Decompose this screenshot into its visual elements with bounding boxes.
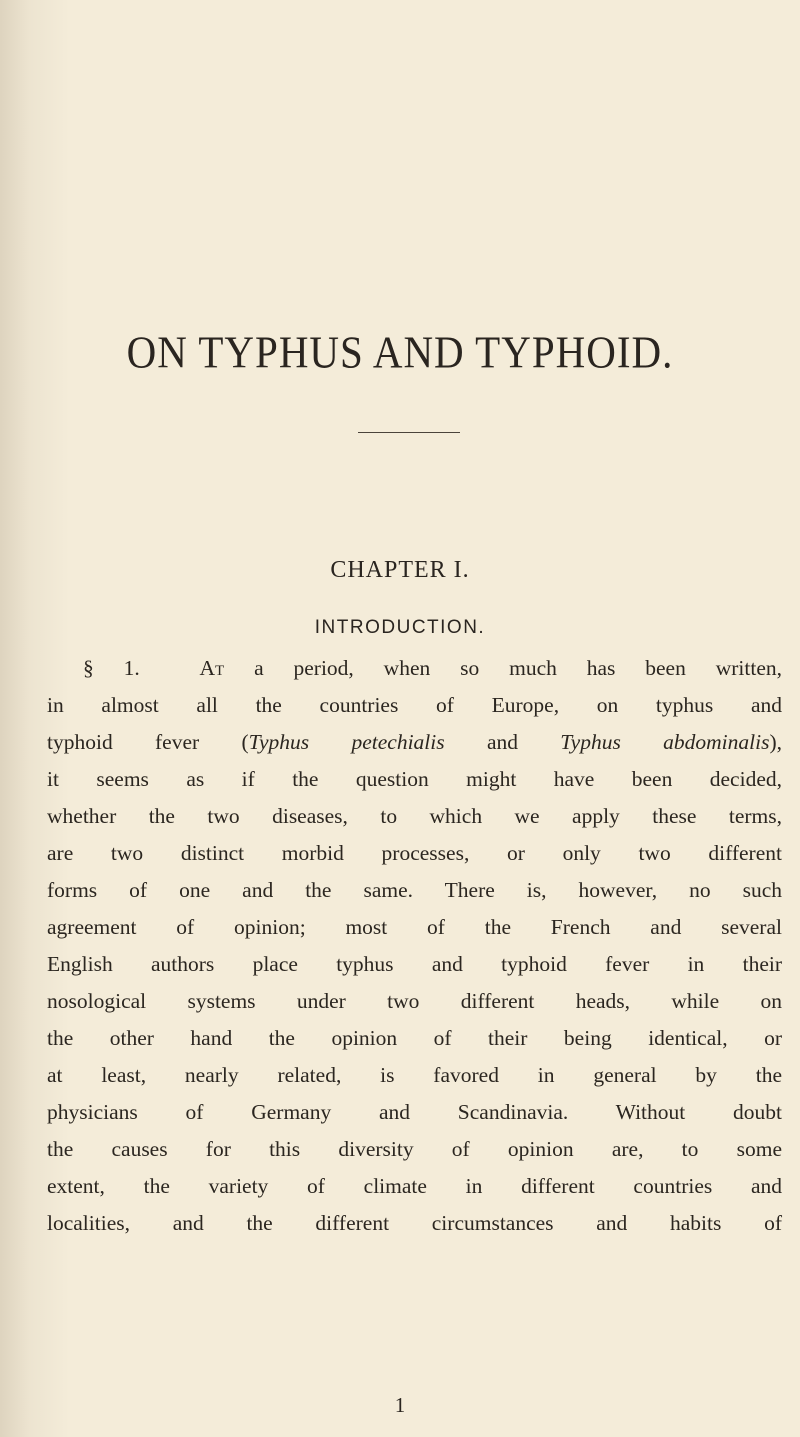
title-divider-rule — [358, 432, 460, 433]
paragraph-line: extent, the variety of climate in different countries and — [47, 1174, 782, 1198]
paragraph-line: agreement of opinion; most of the French and several — [47, 915, 782, 939]
book-title: ON TYPHUS AND TYPHOID. — [126, 326, 674, 378]
body-paragraph — [47, 650, 782, 1242]
paragraph-line: English authors place typhus and typhoid fever in their — [47, 952, 782, 976]
paragraph-line: whether the two diseases, to which we apply these terms, — [47, 804, 782, 828]
paragraph-line: are two distinct morbid processes, or only two different — [47, 841, 782, 865]
paragraph-line: localities, and the different circumstances and habits of — [47, 1211, 782, 1235]
paragraph-line: physicians of Germany and Scandinavia. Without doubt — [47, 1100, 782, 1124]
latin-term: Typhus abdominalis — [560, 730, 770, 754]
paragraph-line: forms of one and the same. There is, however, no such — [47, 878, 782, 902]
paragraph-line: nosological systems under two different heads, while on — [47, 989, 782, 1013]
paragraph-line: in almost all the countries of Europe, on typhus and — [47, 693, 782, 717]
paragraph-line: typhoid fever (Typhus petechialis and Typhus abdominalis), — [47, 730, 782, 754]
latin-term: Typhus petechialis — [248, 730, 445, 754]
page-number: 1 — [394, 1393, 406, 1417]
chapter-heading: CHAPTER I. — [330, 557, 470, 583]
paragraph-line: it seems as if the question might have been decided, — [47, 767, 782, 791]
paragraph-line: the other hand the opinion of their being identical, or — [47, 1026, 782, 1050]
line-text: a period, when so much has been written, — [224, 656, 782, 680]
section-heading: INTRODUCTION. — [314, 617, 486, 638]
paragraph-line: at least, nearly related, is favored in general by the — [47, 1063, 782, 1087]
paragraph-line: the causes for this diversity of opinion are, to some — [47, 1137, 782, 1161]
lead-small-caps: At — [199, 656, 225, 680]
section-mark: § 1. — [83, 656, 140, 680]
paragraph-line — [47, 650, 782, 687]
